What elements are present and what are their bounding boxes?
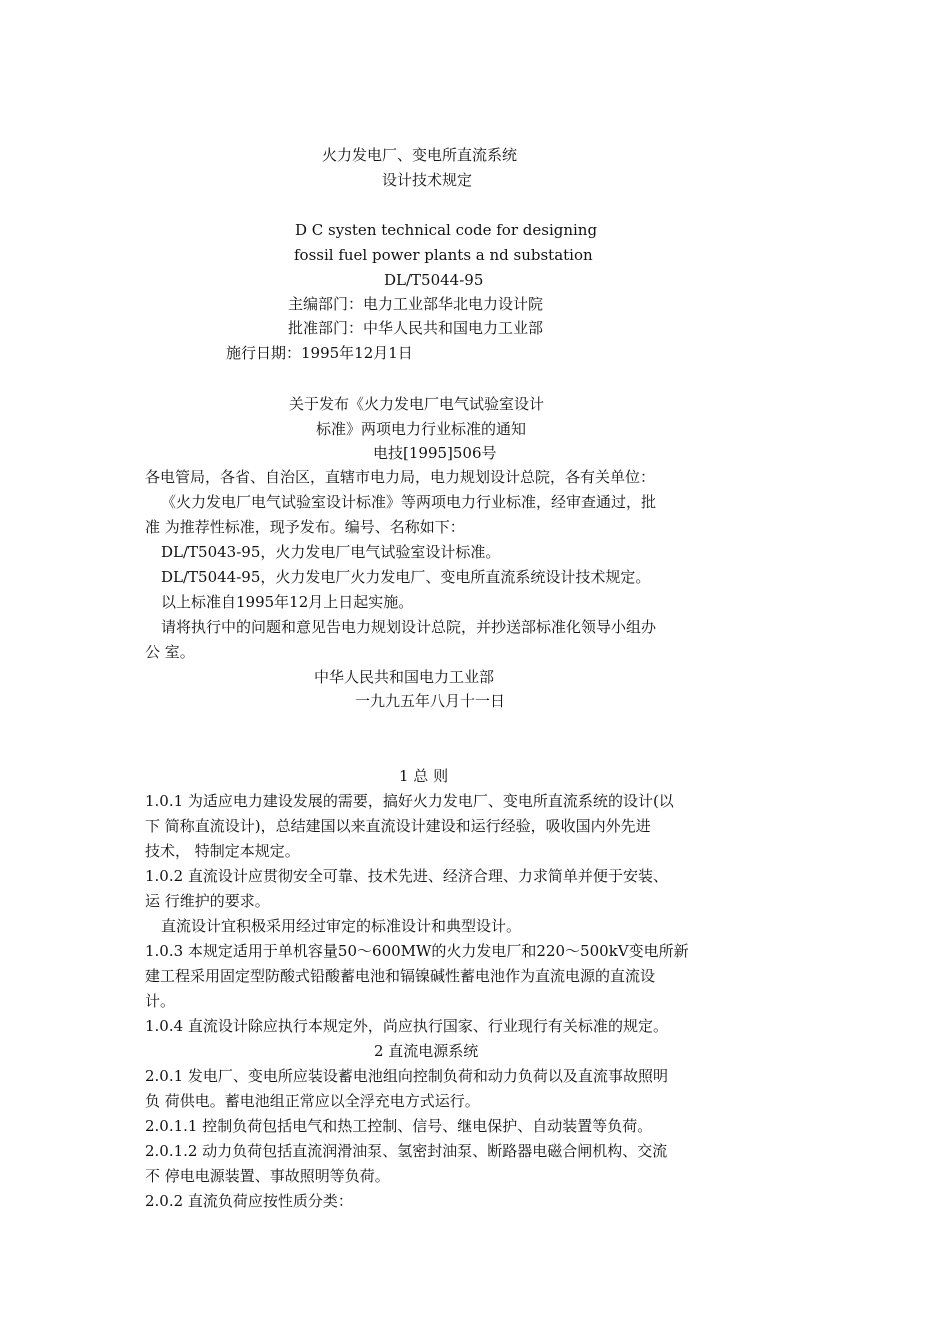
- notice-doc-number: 电技[1995]506号: [373, 444, 497, 462]
- clause-1-0-1-line3: 技术， 特制定本规定。: [145, 842, 300, 860]
- notice-body2: 以上标准自1995年12月上日起实施。: [161, 593, 414, 611]
- clause-2-0-1-1: 2.0.1.1 控制负荷包括电气和热工控制、信号、继电保护、自动装置等负荷。: [145, 1117, 653, 1135]
- clause-2-0-1-line2: 负 荷供电。蓄电池组正常应以全浮充电方式运行。: [145, 1092, 480, 1110]
- clause-1-0-1-line2: 下 简称直流设计)，总结建国以来直流设计建设和运行经验，吸收国内外先进: [145, 817, 651, 835]
- clause-1-0-3-line3: 计。: [145, 992, 176, 1010]
- chapter1-heading: 1 总 则: [399, 767, 449, 785]
- doc-title-line2: 设计技术规定: [382, 171, 473, 189]
- notice-signature: 中华人民共和国电力工业部: [314, 668, 495, 686]
- clause-1-0-2-line1: 1.0.2 直流设计应贯彻安全可靠、技术先进、经济合理、力求简单并便于安装、: [145, 867, 668, 885]
- english-title-line1: D C systen technical code for designing: [295, 221, 598, 239]
- clause-1-0-1-line1: 1.0.1 为适应电力建设发展的需要，搞好火力发电厂、变电所直流系统的设计(以: [145, 792, 674, 810]
- clause-1-0-3-line2: 建工程采用固定型防酸式铅酸蓄电池和镉镍碱性蓄电池作为直流电源的直流设: [145, 967, 656, 985]
- clause-2-0-1-line1: 2.0.1 发电厂、变电所应装设蓄电池组向控制负荷和动力负荷以及直流事故照明: [145, 1067, 668, 1085]
- notice-item2: DL/T5044-95，火力发电厂火力发电厂、变电所直流系统设计技术规定。: [161, 568, 651, 586]
- clause-2-0-1-2-line2: 不 停电电源装置、事故照明等负荷。: [145, 1167, 390, 1185]
- clause-2-0-1-2-line1: 2.0.1.2 动力负荷包括直流润滑油泵、氢密封油泵、断路器电磁合闸机构、交流: [145, 1142, 668, 1160]
- editor-department: 主编部门：电力工业部华北电力设计院: [288, 295, 544, 313]
- notice-heading-line2: 标准》两项电力行业标准的通知: [316, 420, 527, 438]
- notice-sign-date: 一九九五年八月十一日: [355, 692, 506, 710]
- standard-code: DL/T5044-95: [384, 271, 484, 289]
- chapter2-heading: 2 直流电源系统: [374, 1042, 479, 1060]
- clause-1-0-2-line3: 直流设计宜积极采用经过审定的标准设计和典型设计。: [161, 917, 522, 935]
- clause-2-0-2: 2.0.2 直流负荷应按性质分类：: [145, 1192, 353, 1210]
- effective-date: 施行日期：1995年12月1日: [226, 344, 413, 362]
- notice-body3-line1: 请将执行中的问题和意见告电力规划设计总院，并抄送部标准化领导小组办: [161, 618, 657, 636]
- notice-body1-line1: 《火力发电厂电气试验室设计标准》等两项电力行业标准，经审查通过，批: [161, 493, 657, 511]
- doc-title-line1: 火力发电厂、变电所直流系统: [322, 146, 518, 164]
- notice-heading-line1: 关于发布《火力发电厂电气试验室设计: [289, 395, 545, 413]
- clause-1-0-2-line2: 运 行维护的要求。: [145, 892, 270, 910]
- english-title-line2: fossil fuel power plants a nd substation: [294, 246, 593, 264]
- notice-item1: DL/T5043-95，火力发电厂电气试验室设计标准。: [161, 543, 501, 561]
- notice-body1-line2: 准 为推荐性标准，现予发布。编号、名称如下：: [145, 518, 465, 536]
- notice-addressee: 各电管局，各省、自治区，直辖市电力局，电力规划设计总院，各有关单位：: [145, 468, 656, 486]
- clause-1-0-4: 1.0.4 直流设计除应执行本规定外，尚应执行国家、行业现行有关标准的规定。: [145, 1017, 668, 1035]
- approver-department: 批准部门：中华人民共和国电力工业部: [288, 319, 544, 337]
- clause-1-0-3-line1: 1.0.3 本规定适用于单机容量50～600MW的火力发电厂和220～500kV变电所新: [145, 942, 689, 960]
- notice-body3-line2: 公 室。: [145, 643, 195, 661]
